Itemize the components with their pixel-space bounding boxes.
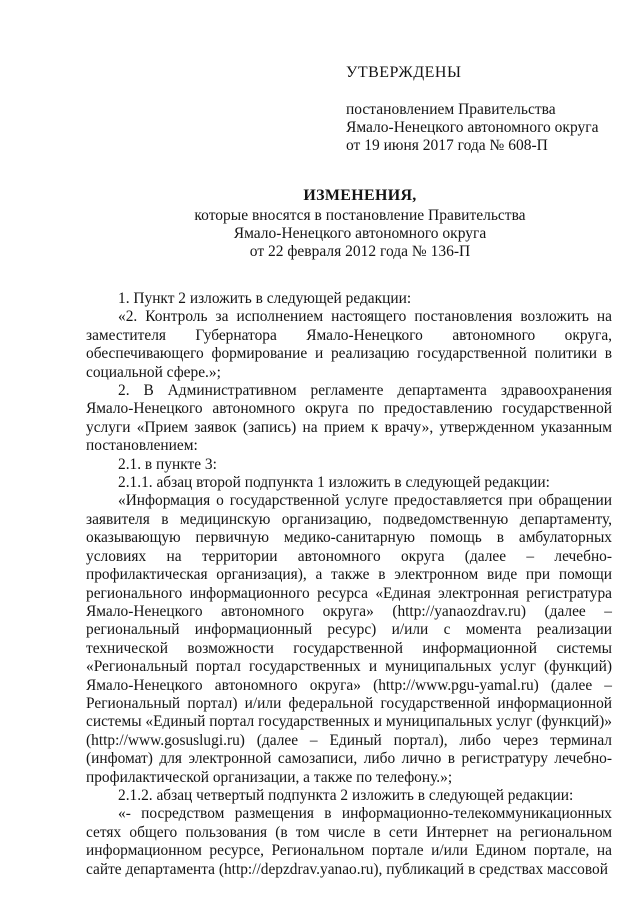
document-heading [80,187,640,261]
heading-subtitle: Ямало-Ненецкого автономного округа [233,225,487,242]
heading-subtitle: которые вносятся в постановление Правительства [194,207,526,224]
approval-date: от 19 июня 2017 года № 608-П [346,137,548,154]
document-body [86,290,612,879]
paragraph: 2. В Административном регламенте департамента здравоохранения Ямало-Ненецкого автономного округа по предоставлению государственной услуги «Прием заявок (запись) на прием к врачу», утвержденном указанным постановлением: [86,382,612,455]
paragraph: «2. Контроль за исполнением настоящего постановления возложить на заместителя Губернатора Ямало-Ненецкого автономного округа, обеспечивающего формирование и реализацию государственной политики в социальной сфере.»; [86,308,612,381]
heading-date: от 22 февраля 2012 года № 136-П [249,243,471,260]
approval-title: УТВЕРЖДЕНЫ [346,64,462,81]
approval-line: постановлением Правительства [346,101,556,118]
paragraph: 1. Пункт 2 изложить в следующей редакции: [118,290,412,307]
paragraph: 2.1.2. абзац четвертый подпункта 2 изложить в следующей редакции: [118,786,574,804]
approval-line: Ямало-Ненецкого автономного округа [346,119,599,136]
paragraph: «Информация о государственной услуге предоставляется при обращении заявителя в медицинскую организацию, подведомственную департаменту, оказывающую первичную медико-санитарную помощь в амбулаторных условиях на территории автономного округа (далее – лечебно-профилактическая организация), а также в электронном виде при помощи регионального информационного ресурса «Единая электронная регистратура Ямало-Ненецкого автономного округа» (http://yanaozdrav.ru) (далее – региональный информационный ресурс) и/или с момента реализации технической возможности государственной информационной системы «Региональный портал государственных и муниципальных услуг (функций) Ямало-Ненецкого автономного округа» (http://www.pgu-yamal.ru) (далее – Региональный портал) и/или федеральной государственной информационной системы «Единый портал государственных и муниципальных услуг (функций)» (http://www.gosuslugi.ru) (далее – Единый портал), либо через терминал (инфомат) для электронной самозаписи, либо лично в регистратуру лечебно-профилактической организации, а также по телефону.»; [86,492,612,786]
paragraph: 2.1.1. абзац второй подпункта 1 изложить в следующей редакции: [118,474,550,492]
heading-title: ИЗМЕНЕНИЯ, [303,187,417,204]
paragraph: «- посредством размещения в информационно-телекоммуникационных сетях общего пользования (в том числе в сети Интернет на региональном информационном ресурсе, Региональном портале и/или Едином портале, на сайте департамента (http://depzdrav.yanao.ru), публикаций в средствах массовой [86,805,612,878]
approval-block [346,64,616,155]
paragraph: 2.1. в пункте 3: [118,455,217,473]
